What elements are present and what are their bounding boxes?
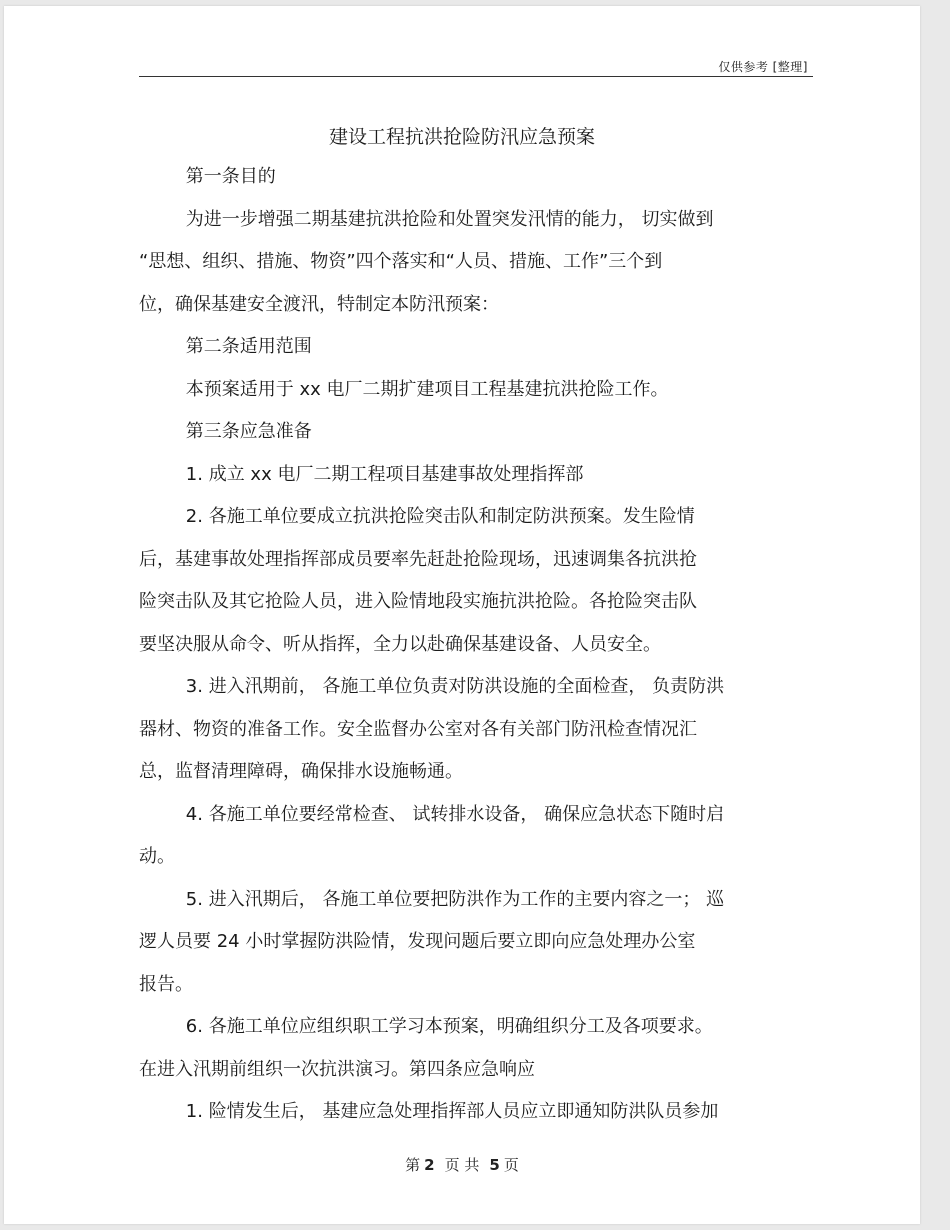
paragraph: [139, 199, 819, 327]
paragraph: [139, 1091, 819, 1134]
paragraph-line: 险突击队及其它抢险人员，进入险情地段实施抗洪抢险。各抢险突击队: [139, 591, 697, 612]
paragraph-line: 逻人员要 24 小时掌握防洪险情，发现问题后要立即向应急处理办公室: [139, 931, 696, 952]
paragraph-line: 5. 进入汛期后， 各施工单位要把防洪作为工作的主要内容之一； 巡: [185, 888, 725, 910]
paragraph-line: 3. 进入汛期前， 各施工单位负责对防洪设施的全面检查， 负责防洪: [185, 676, 725, 697]
total-page-number: 5: [489, 1156, 500, 1174]
paragraph-line: 要坚决服从命令、听从指挥，全力以赴确保基建设备、人员安全。: [139, 633, 661, 655]
paragraph-line: 本预案适用于 xx 电厂二期扩建项目工程基建抗洪抢险工作。: [185, 378, 669, 400]
paragraph-line: 报告。: [139, 973, 193, 995]
paragraph-line: 器材、物资的准备工作。安全监督办公室对各有关部门防汛检查情况汇: [139, 718, 697, 740]
document-page: [4, 6, 920, 1224]
paragraph-line: 1. 成立 xx 电厂二期工程项目基建事故处理指挥部: [185, 463, 584, 485]
paragraph: [139, 1006, 819, 1091]
paragraph: [139, 454, 819, 497]
paragraph-line: 2. 各施工单位要成立抗洪抢险突击队和制定防洪预案。发生险情: [185, 506, 695, 527]
paragraph-line: 6. 各施工单位应组织职工学习本预案，明确组织分工及各项要求。: [185, 1016, 713, 1037]
paragraph: [139, 369, 819, 412]
header-divider: [139, 76, 813, 77]
footer-middle: 页 共: [444, 1156, 480, 1174]
paragraph-line: 第二条适用范围: [185, 336, 312, 357]
footer-suffix: 页: [503, 1156, 519, 1174]
paragraph: [139, 794, 819, 879]
paragraph: [139, 879, 819, 1007]
paragraph: [139, 666, 819, 794]
current-page-number: 2: [424, 1156, 435, 1174]
paragraph-line: 在进入汛期前组织一次抗洪演习。第四条应急响应: [139, 1058, 535, 1080]
paragraph-line: 4. 各施工单位要经常检查、 试转排水设备， 确保应急状态下随时启: [185, 803, 725, 825]
document-title: 建设工程抗洪抢险防汛应急预案: [328, 126, 595, 148]
paragraph-line: 1. 险情发生后， 基建应急处理指挥部人员应立即通知防洪队员参加: [185, 1101, 719, 1122]
document-body: [139, 156, 819, 1134]
paragraph-line: 第一条目的: [185, 166, 276, 187]
paragraph-line: 总，监督清理障碍，确保排水设施畅通。: [139, 761, 463, 782]
paragraph: [139, 496, 819, 666]
paragraph: [139, 156, 819, 199]
paragraph-line: 位，确保基建安全渡汛，特制定本防汛预案：: [139, 293, 499, 315]
paragraph-line: 第三条应急准备: [185, 421, 312, 442]
footer-prefix: 第: [405, 1156, 421, 1174]
paragraph-line: “思想、组织、措施、物资”四个落实和“人员、措施、工作”三个到: [139, 251, 663, 272]
paragraph: [139, 326, 819, 369]
paragraph-line: 为进一步增强二期基建抗洪抢险和处置突发汛情的能力， 切实做到: [185, 208, 714, 230]
paragraph-line: 动。: [139, 846, 175, 867]
paragraph-line: 后，基建事故处理指挥部成员要率先赶赴抢险现场，迅速调集各抗洪抢: [139, 548, 697, 570]
header-note: 仅供参考 [整理]: [718, 60, 808, 74]
paragraph: [139, 411, 819, 454]
page-footer: [4, 1154, 920, 1175]
